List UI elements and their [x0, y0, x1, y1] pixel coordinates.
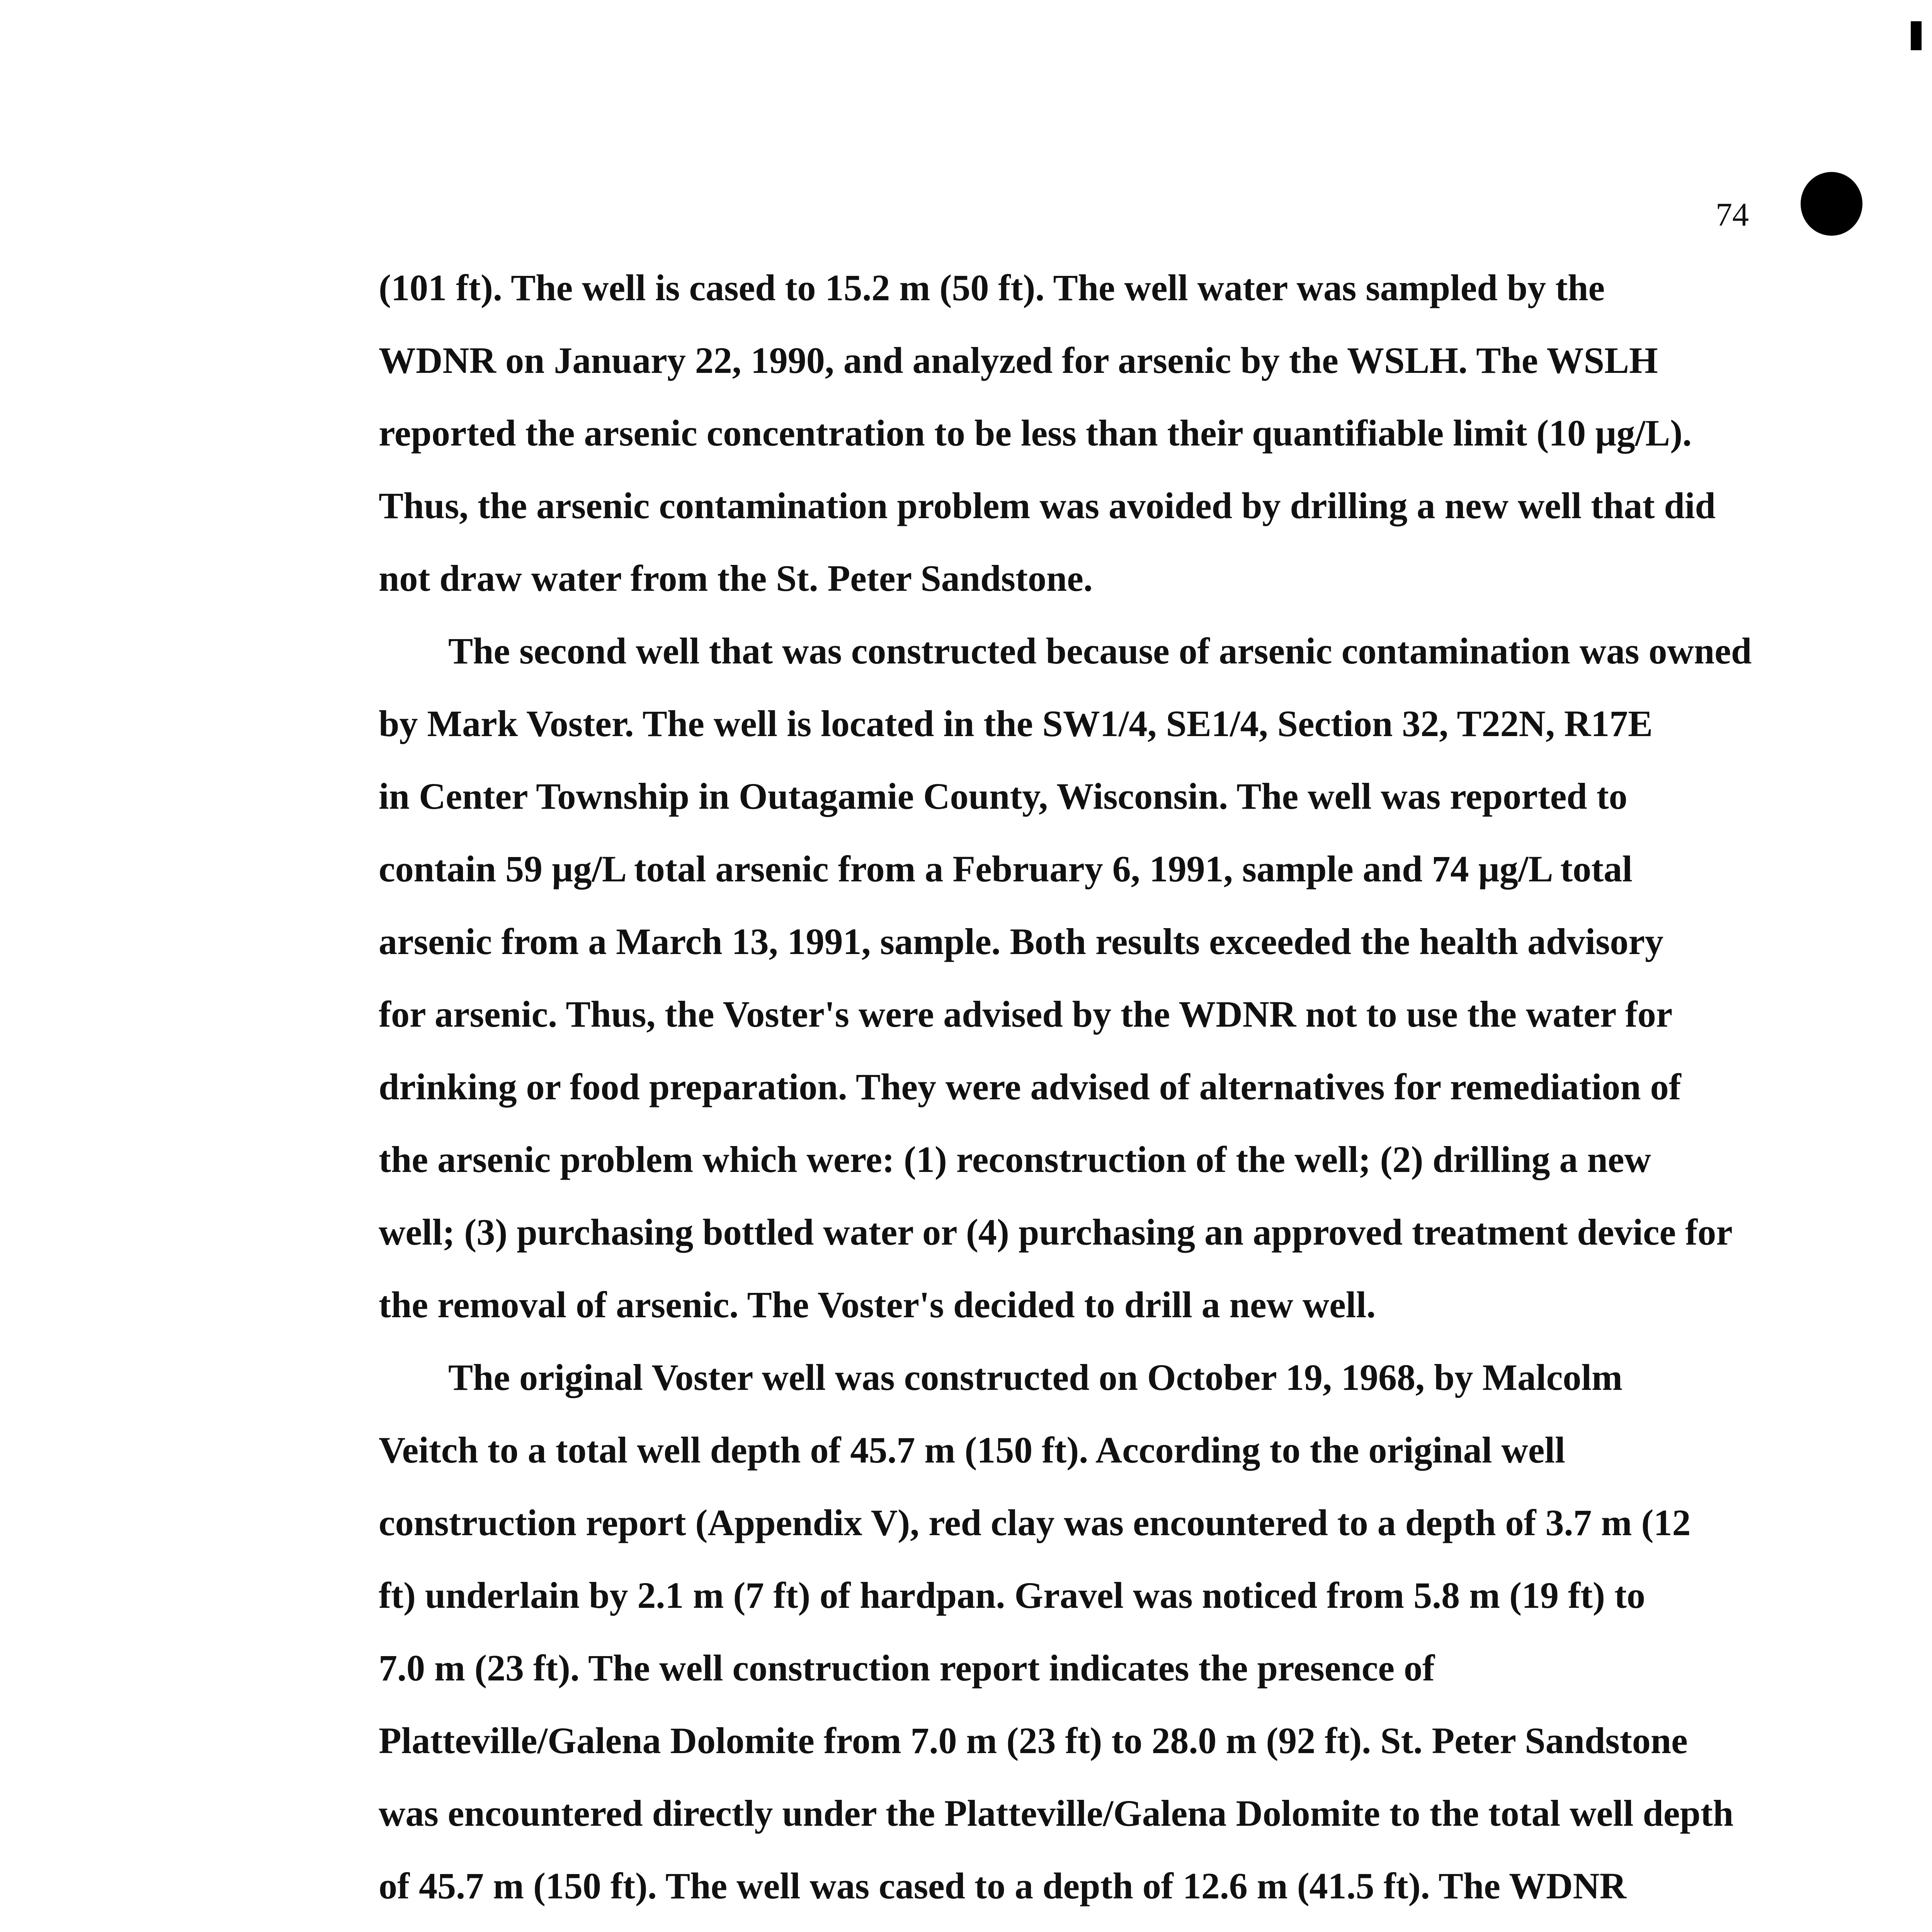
text-line: was encountered directly under the Platteville/Galena Dolomite to the total well depth — [379, 1793, 1734, 1834]
text-line: arsenic from a March 13, 1991, sample. Both results exceeded the health advisory — [379, 921, 1664, 962]
text-line: The original Voster well was constructed on October 19, 1968, by Malcolm — [448, 1357, 1622, 1398]
text-line: ft) underlain by 2.1 m (7 ft) of hardpan. Gravel was noticed from 5.8 m (19 ft) to — [379, 1575, 1645, 1616]
text-line: the removal of arsenic. The Voster's decided to drill a new well. — [379, 1284, 1376, 1325]
text-line: in Center Township in Outagamie County, Wisconsin. The well was reported to — [379, 776, 1628, 817]
text-line: Veitch to a total well depth of 45.7 m (150 ft). According to the original well — [379, 1429, 1565, 1471]
text-line: Thus, the arsenic contamination problem was avoided by drilling a new well that did — [379, 485, 1716, 526]
text-line: not draw water from the St. Peter Sandstone. — [379, 558, 1093, 599]
page-number: 74 — [1716, 196, 1749, 233]
text-line: Platteville/Galena Dolomite from 7.0 m (23 ft) to 28.0 m (92 ft). St. Peter Sandstone — [379, 1720, 1688, 1761]
text-line: reported the arsenic concentration to be less than their quantifiable limit (10 µg/L). — [379, 412, 1692, 454]
text-line: well; (3) purchasing bottled water or (4) purchasing an approved treatment device for — [379, 1211, 1733, 1253]
text-line: The second well that was constructed because of arsenic contamination was owned — [448, 630, 1752, 672]
text-line: the arsenic problem which were: (1) reconstruction of the well; (2) drilling a new — [379, 1139, 1651, 1180]
text-line: contain 59 µg/L total arsenic from a February 6, 1991, sample and 74 µg/L total — [379, 848, 1633, 889]
text-line: by Mark Voster. The well is located in the SW1/4, SE1/4, Section 32, T22N, R17E — [379, 703, 1653, 744]
punch-hole-top — [1801, 172, 1862, 236]
text-line: (101 ft). The well is cased to 15.2 m (50 ft). The well water was sampled by the — [379, 267, 1605, 308]
text-line: of 45.7 m (150 ft). The well was cased to a depth of 12.6 m (41.5 ft). The WDNR — [379, 1865, 1627, 1906]
text-line: for arsenic. Thus, the Voster's were advised by the WDNR not to use the water for — [379, 993, 1673, 1035]
scan-mark — [1911, 21, 1922, 50]
text-line: WDNR on January 22, 1990, and analyzed for arsenic by the WSLH. The WSLH — [379, 340, 1658, 381]
text-line: drinking or food preparation. They were advised of alternatives for remediation of — [379, 1066, 1681, 1107]
text-line: 7.0 m (23 ft). The well construction report indicates the presence of — [379, 1647, 1435, 1689]
text-line: construction report (Appendix V), red clay was encountered to a depth of 3.7 m (12 — [379, 1502, 1691, 1543]
